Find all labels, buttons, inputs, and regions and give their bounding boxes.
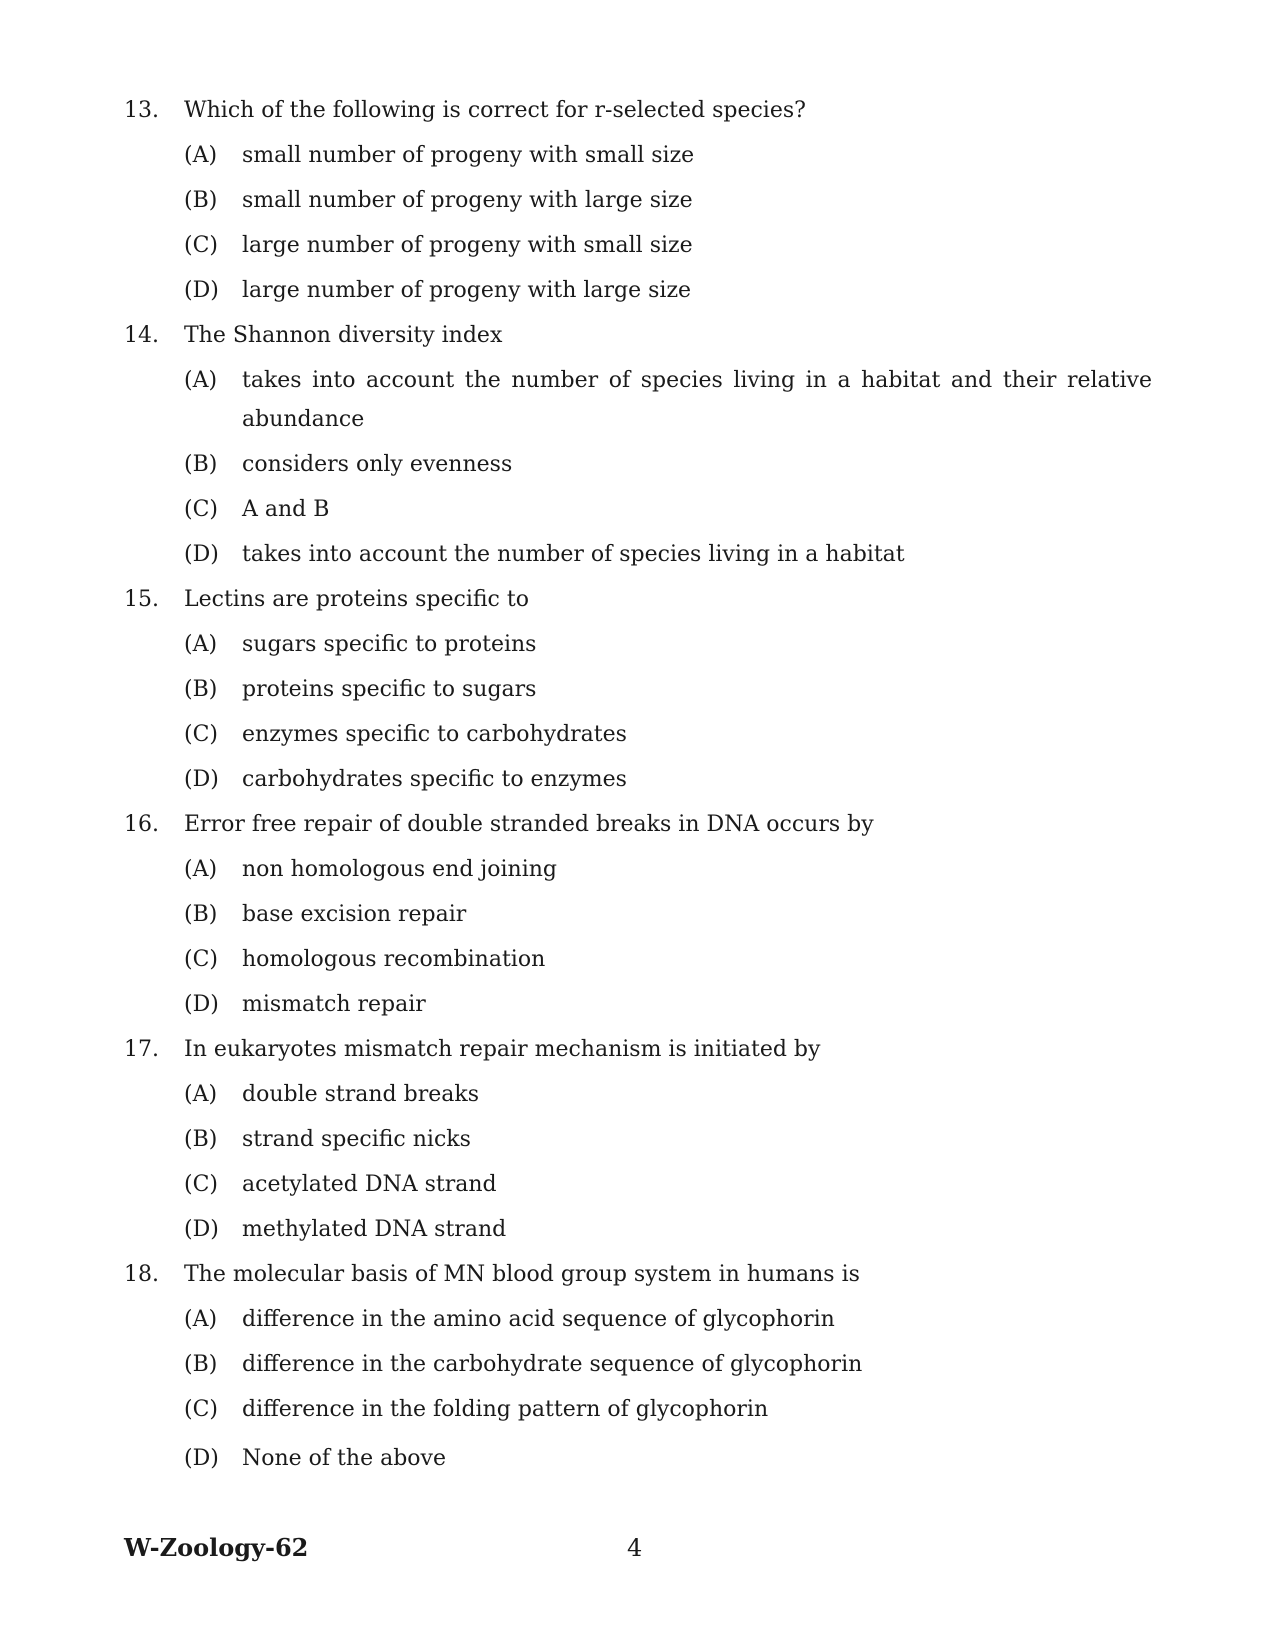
option-text: enzymes specific to carbohydrates xyxy=(242,722,627,747)
option-letter: (B) xyxy=(184,188,218,213)
question-text: Which of the following is correct for r-selected species? xyxy=(184,98,806,123)
option-text: base excision repair xyxy=(242,902,467,927)
option-letter: (B) xyxy=(184,1127,218,1152)
option-letter: (B) xyxy=(184,677,218,702)
option-letter: (C) xyxy=(184,947,218,972)
question-text: The molecular basis of MN blood group system in humans is xyxy=(184,1262,860,1287)
question-number: 17. xyxy=(124,1037,159,1062)
option-text: A and B xyxy=(242,497,330,522)
option-letter: (A) xyxy=(184,632,218,657)
option-text: mismatch repair xyxy=(242,992,426,1017)
option-letter: (C) xyxy=(184,233,218,258)
option-text: methylated DNA strand xyxy=(242,1217,507,1242)
option-letter: (C) xyxy=(184,722,218,747)
question-text: Lectins are proteins specific to xyxy=(184,587,529,612)
page-number: 4 xyxy=(627,1534,643,1562)
option-text: takes into account the number of species living in a habitat and their relative xyxy=(242,368,1152,393)
option-text: difference in the carbohydrate sequence of glycophorin xyxy=(242,1352,863,1377)
option-text: difference in the folding pattern of glycophorin xyxy=(242,1397,769,1422)
option-letter: (D) xyxy=(184,542,219,567)
option-text: large number of progeny with large size xyxy=(242,278,692,303)
option-letter: (A) xyxy=(184,368,218,393)
question-number: 13. xyxy=(124,98,159,123)
paper-code: W-Zoology-62 xyxy=(124,1533,309,1562)
option-text: large number of progeny with small size xyxy=(242,233,693,258)
question-number: 14. xyxy=(124,323,159,348)
option-letter: (D) xyxy=(184,767,219,792)
option-letter: (D) xyxy=(184,278,219,303)
question-number: 15. xyxy=(124,587,159,612)
question-text: The Shannon diversity index xyxy=(184,323,503,348)
option-text: double strand breaks xyxy=(242,1082,479,1107)
question-text: In eukaryotes mismatch repair mechanism is initiated by xyxy=(184,1037,821,1062)
option-letter: (A) xyxy=(184,857,218,882)
question-number: 16. xyxy=(124,812,159,837)
option-letter: (D) xyxy=(184,1217,219,1242)
option-letter: (B) xyxy=(184,452,218,477)
option-letter: (A) xyxy=(184,143,218,168)
option-letter: (A) xyxy=(184,1082,218,1107)
option-text: difference in the amino acid sequence of glycophorin xyxy=(242,1307,835,1332)
option-letter: (C) xyxy=(184,497,218,522)
option-letter: (C) xyxy=(184,1172,218,1197)
option-text: acetylated DNA strand xyxy=(242,1172,497,1197)
option-letter: (D) xyxy=(184,1446,219,1471)
option-text: carbohydrates specific to enzymes xyxy=(242,767,627,792)
option-text: small number of progeny with small size xyxy=(242,143,695,168)
option-text: homologous recombination xyxy=(242,947,546,972)
option-text: considers only evenness xyxy=(242,452,513,477)
question-number: 18. xyxy=(124,1262,159,1287)
option-text: non homologous end joining xyxy=(242,857,557,882)
question-text: Error free repair of double stranded breaks in DNA occurs by xyxy=(184,812,874,837)
option-letter: (B) xyxy=(184,1352,218,1377)
option-text-continuation: abundance xyxy=(242,407,365,432)
option-text: small number of progeny with large size xyxy=(242,188,693,213)
option-text: None of the above xyxy=(242,1446,446,1471)
option-letter: (B) xyxy=(184,902,218,927)
option-letter: (A) xyxy=(184,1307,218,1332)
option-text: proteins specific to sugars xyxy=(242,677,537,702)
option-text: strand specific nicks xyxy=(242,1127,471,1152)
option-letter: (D) xyxy=(184,992,219,1017)
option-text: sugars specific to proteins xyxy=(242,632,537,657)
option-letter: (C) xyxy=(184,1397,218,1422)
option-text: takes into account the number of species living in a habitat xyxy=(242,542,905,567)
